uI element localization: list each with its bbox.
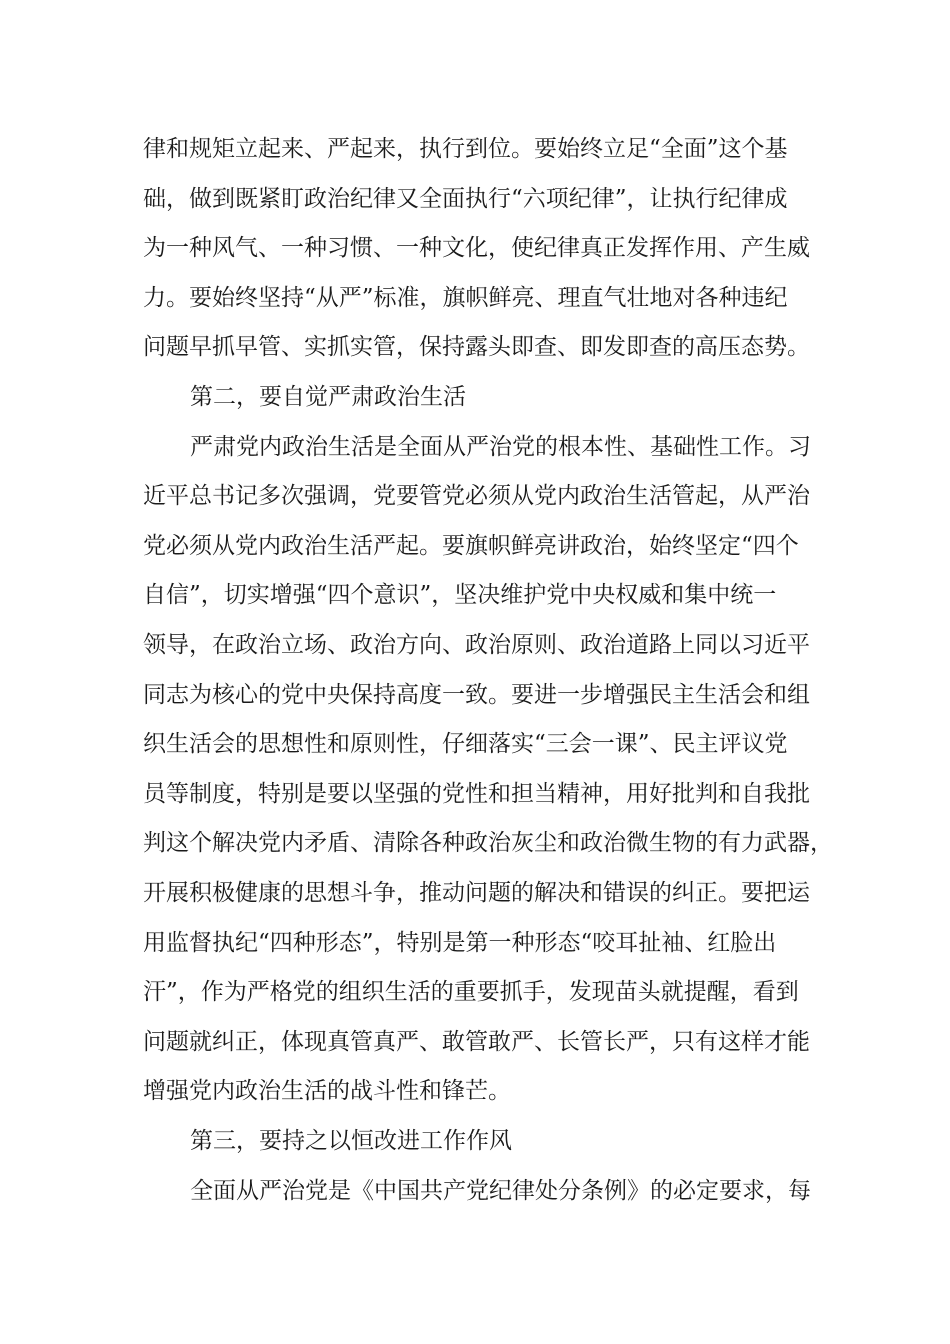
text-line: 同志为核心的党中央保持高度一致。要进一步增强民主生活会和组	[143, 681, 810, 708]
text-line: 判这个解决党内矛盾、清除各种政治灰尘和政治微生物的有力武器，	[143, 830, 833, 857]
text-line: 用监督执纪“四种形态”，特别是第一种形态“咬耳扯袖、红脸出	[143, 929, 777, 956]
text-line: 员等制度，特别是要以坚强的党性和担当精神，用好批判和自我批	[143, 780, 810, 807]
text-line: 自信”，切实增强“四个意识”，坚决维护党中央权威和集中统一	[143, 582, 777, 609]
text-line: 问题早抓早管、实抓实管，保持露头即查、即发即查的高压态势。	[143, 334, 810, 361]
text-line: 汗”，作为严格党的组织生活的重要抓手，发现苗头就提醒，看到	[143, 979, 799, 1006]
text-line: 为一种风气、一种习惯、一种文化，使纪律真正发挥作用、产生威	[143, 235, 810, 262]
text-line: 增强党内政治生活的战斗性和锋芒。	[143, 1078, 511, 1105]
text-line: 全面从严治党是《中国共产党纪律处分条例》的必定要求，每	[190, 1177, 811, 1204]
text-line: 力。要始终坚持“从严”标准，旗帜鲜亮、理直气壮地对各种违纪	[143, 284, 788, 311]
text-line: 第三，要持之以恒改进工作作风	[190, 1128, 512, 1154]
text-line: 问题就纠正，体现真管真严、敢管敢严、长管长严，只有这样才能	[143, 1028, 810, 1055]
text-line: 织生活会的思想性和原则性，仔细落实“三会一课”、民主评议党	[143, 731, 788, 758]
text-line: 律和规矩立起来、严起来，执行到位。要始终立足“全面”这个基	[143, 136, 788, 162]
text-line: 近平总书记多次强调，党要管党必须从党内政治生活管起，从严治	[143, 483, 810, 510]
text-line: 领导，在政治立场、政治方向、政治原则、政治道路上同以习近平	[143, 632, 810, 658]
text-line: 第二，要自觉严肃政治生活	[190, 384, 466, 410]
text-line: 严肃党内政治生活是全面从严治党的根本性、基础性工作。习	[190, 433, 811, 460]
text-line: 开展积极健康的思想斗争，推动问题的解决和错误的纠正。要把运	[143, 880, 810, 906]
text-line: 础，做到既紧盯政治纪律又全面执行“六项纪律”，让执行纪律成	[143, 185, 788, 212]
text-line: 党必须从党内政治生活严起。要旗帜鲜亮讲政治，始终坚定“四个	[143, 532, 799, 559]
